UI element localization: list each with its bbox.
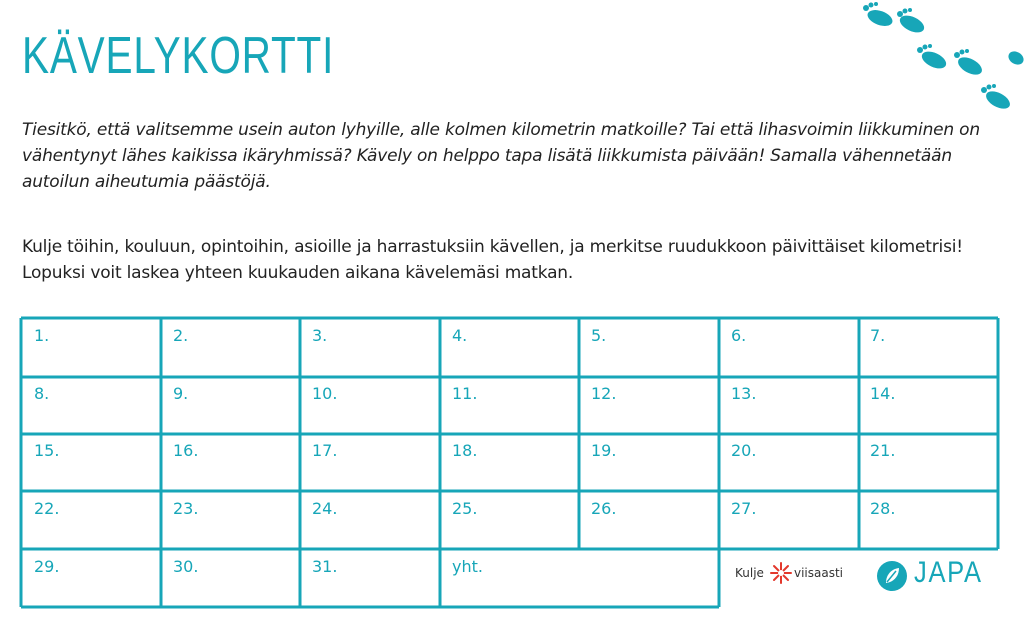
day-cell-label: 4.: [452, 326, 468, 345]
intro-text-italic: Tiesitkö, että valitsemme usein auton lyhyille, alle kolmen kilometrin matkoille? Tai että lihasvoimin liikkuminen on vähentynyt lähes kaikissa ikäryhmissä? Kävely on helppo tapa lisätä liikkumista päivään! Samalla vähennetään autoilun aiheutumia päästöjä.: [22, 120, 980, 192]
day-cell-label: 23.: [173, 499, 199, 518]
day-cell-label: 21.: [870, 441, 896, 460]
sun-icon: [770, 562, 792, 584]
day-cell-label: 17.: [312, 441, 338, 460]
leaf-icon: [876, 560, 908, 592]
viisaasti-logo-text: viisaasti: [794, 566, 844, 580]
day-cell-label: 31.: [312, 557, 338, 576]
day-cell-label: 19.: [591, 441, 617, 460]
day-cell-label: 12.: [591, 384, 617, 403]
kulje-logo-text: Kulje: [735, 566, 764, 580]
day-cell-label: 5.: [591, 326, 607, 345]
total-cell-label: yht.: [452, 557, 483, 576]
day-cell-label: 15.: [34, 441, 60, 460]
day-cell-label: 7.: [870, 326, 886, 345]
day-cell-label: 18.: [452, 441, 478, 460]
day-cell-label: 20.: [731, 441, 757, 460]
day-cell-label: 8.: [34, 384, 50, 403]
day-cell-label: 13.: [731, 384, 757, 403]
day-cell-label: 29.: [34, 557, 60, 576]
intro-text-instructions: Kulje töihin, kouluun, opintoihin, asioille ja harrastuksiin kävellen, ja merkitse ruudukkoon päivittäiset kilometrisi! Lopuksi voit laskea yhteen kuukauden aikana kävelemäsi matkan.: [22, 237, 963, 283]
japa-logo-text: JAPA: [914, 556, 983, 589]
day-cell-label: 3.: [312, 326, 328, 345]
day-cell-label: 11.: [452, 384, 478, 403]
day-cell-label: 22.: [34, 499, 60, 518]
day-cell-label: 24.: [312, 499, 338, 518]
day-cell-label: 30.: [173, 557, 199, 576]
day-cell-label: 25.: [452, 499, 478, 518]
day-cell-label: 26.: [591, 499, 617, 518]
day-cell-label: 6.: [731, 326, 747, 345]
day-cell-label: 1.: [34, 326, 50, 345]
day-cell-label: 27.: [731, 499, 757, 518]
day-cell-label: 9.: [173, 384, 189, 403]
day-cell-label: 16.: [173, 441, 199, 460]
day-cell-label: 10.: [312, 384, 338, 403]
day-cell-label: 28.: [870, 499, 896, 518]
page-title: KÄVELYKORTTI: [22, 27, 335, 85]
day-cell-label: 2.: [173, 326, 189, 345]
day-cell-label: 14.: [870, 384, 896, 403]
